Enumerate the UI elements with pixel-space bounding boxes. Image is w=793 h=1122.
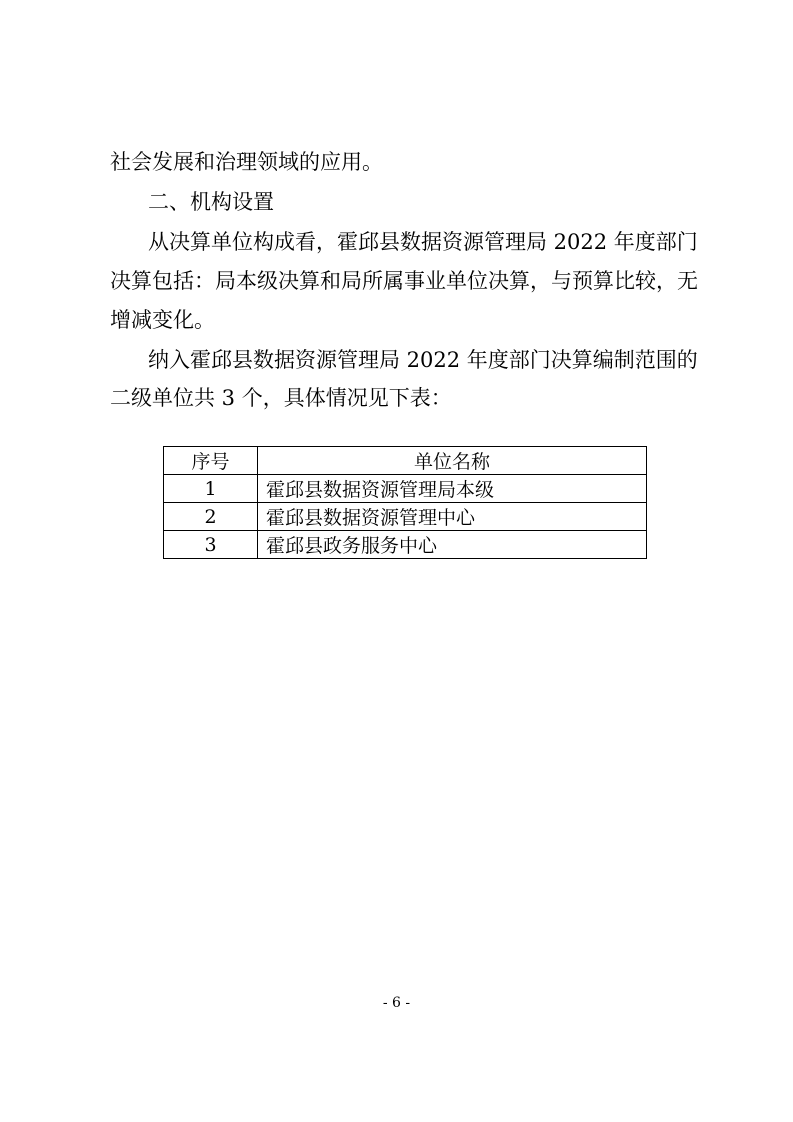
table-row — [164, 503, 647, 531]
page-number: - 6 - — [382, 995, 411, 1011]
header-serial-number: 序号 — [164, 447, 258, 475]
paragraph-line: 决算包括：局本级决算和局所属事业单位决算，与预算比较，无 — [110, 269, 698, 293]
table-row — [164, 531, 647, 559]
paragraph-line: 社会发展和治理领域的应用。 — [110, 150, 383, 174]
paragraph-line: 增减变化。 — [110, 308, 215, 332]
cell-serial-number: 1 — [164, 475, 258, 503]
header-unit-name: 单位名称 — [258, 447, 647, 475]
units-table — [163, 446, 647, 559]
cell-unit-name: 霍邱县数据资源管理局本级 — [258, 475, 647, 503]
paragraph-line: 纳入霍邱县数据资源管理局 2022 年度部门决算编制范围的 — [148, 348, 698, 372]
table-header-row — [164, 447, 647, 475]
table-row — [164, 475, 647, 503]
section-heading: 二、机构设置 — [148, 190, 274, 214]
cell-serial-number: 3 — [164, 531, 258, 559]
paragraph-line: 从决算单位构成看，霍邱县数据资源管理局 2022 年度部门 — [148, 230, 698, 254]
paragraph-line: 二级单位共 3 个，具体情况见下表： — [110, 386, 452, 410]
cell-unit-name: 霍邱县政务服务中心 — [258, 531, 647, 559]
cell-unit-name: 霍邱县数据资源管理中心 — [258, 503, 647, 531]
cell-serial-number: 2 — [164, 503, 258, 531]
